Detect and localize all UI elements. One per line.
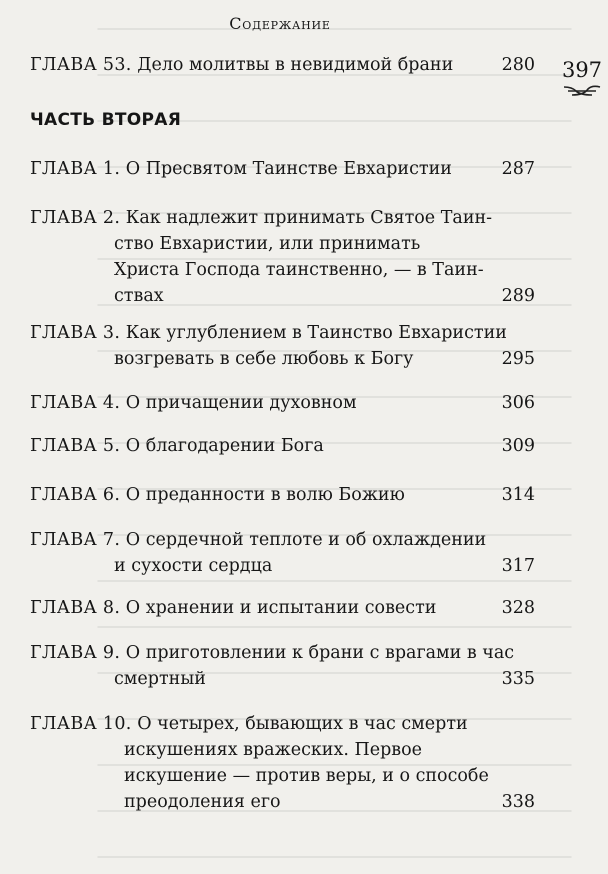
chapter-title-line: [30, 205, 535, 231]
chapter-title-text: искушение — против веры, и о способе: [124, 766, 489, 786]
toc-entry-53[interactable]: [30, 52, 535, 78]
chapter-title-line: [30, 763, 535, 789]
chapter-title-line: [30, 320, 535, 346]
toc-entry[interactable]: [30, 527, 535, 579]
chapter-label: ГЛАВА 3.: [30, 323, 121, 343]
chapter-title-text: смертный: [114, 669, 206, 689]
chapter-title-text: О благодарении Бога: [125, 436, 324, 456]
page-ref: 314: [501, 485, 535, 505]
chapter-title-text: О преданности в волю Божию: [125, 485, 405, 505]
toc-entry[interactable]: [30, 482, 535, 508]
chapter-title-line: [30, 789, 535, 815]
toc-entry[interactable]: [30, 320, 535, 372]
chapter-title-text: возгревать в себе любовь к Богу: [114, 349, 414, 369]
part-heading: ЧАСТЬ ВТОРАЯ: [30, 110, 182, 130]
toc-entry[interactable]: [30, 640, 535, 692]
page-ref: 280: [501, 55, 535, 75]
chapter-label: ГЛАВА 2.: [30, 208, 121, 228]
chapter-title-text: искушениях вражеских. Первое: [124, 740, 423, 760]
chapter-title-line: [30, 257, 535, 283]
page-number: 397: [561, 58, 603, 82]
page-ref: 295: [501, 349, 535, 369]
page-ref: 289: [501, 286, 535, 306]
page-ref: 335: [501, 669, 535, 689]
chapter-title-text: О хранении и испытании совести: [125, 598, 437, 618]
chapter-title-text: О причащении духовном: [125, 393, 357, 413]
toc-entry[interactable]: [30, 433, 535, 459]
page-ref: 338: [501, 792, 535, 812]
toc-entry[interactable]: [30, 595, 535, 621]
toc-entry[interactable]: [30, 156, 535, 182]
chapter-label: ГЛАВА 10.: [30, 714, 132, 734]
chapter-title-line: [30, 666, 535, 692]
chapter-title-text: О приготовлении к брани с врагами в час: [125, 643, 515, 663]
chapter-title-text: Христа Господа таинственно, — в Таин-: [114, 260, 484, 280]
page-ref: 317: [501, 556, 535, 576]
toc-entry[interactable]: [30, 711, 535, 815]
chapter-label: ГЛАВА 6.: [30, 485, 121, 505]
chapter-label: ГЛАВА 4.: [30, 393, 121, 413]
chapter-label: ГЛАВА 5.: [30, 436, 121, 456]
chapter-label: ГЛАВА 8.: [30, 598, 121, 618]
ornament-icon: [562, 84, 602, 98]
toc-entry[interactable]: [30, 205, 535, 309]
chapter-title-line: [30, 553, 535, 579]
chapter-label: ГЛАВА 53.: [30, 55, 132, 75]
chapter-title: Дело молитвы в невидимой брани: [137, 55, 454, 75]
chapter-label: ГЛАВА 7.: [30, 530, 121, 550]
chapter-title-text: ство Евхаристии, или принимать: [114, 234, 421, 254]
chapter-title-line: [30, 433, 535, 459]
chapter-title-text: О сердечной теплоте и об охлаждении: [125, 530, 487, 550]
chapter-title-text: и сухости сердца: [114, 556, 273, 576]
chapter-title-line: [30, 390, 535, 416]
page-ref: 328: [501, 598, 535, 618]
chapter-label: ГЛАВА 1.: [30, 159, 121, 179]
chapter-title-text: О четырех, бывающих в час смерти: [137, 714, 468, 734]
chapter-title-line: [30, 231, 535, 257]
chapter-title-text: ствах: [114, 286, 164, 306]
chapter-title-line: [30, 640, 535, 666]
page-ref: 287: [501, 159, 535, 179]
page-header: Содержание: [229, 14, 331, 33]
chapter-label: ГЛАВА 9.: [30, 643, 121, 663]
chapter-title-line: [30, 737, 535, 763]
chapter-title-line: [30, 156, 535, 182]
chapter-title-text: О Пресвятом Таинстве Евхаристии: [125, 159, 452, 179]
chapter-title-line: [30, 595, 535, 621]
chapter-title-line: [30, 283, 535, 309]
page-ref: 306: [501, 393, 535, 413]
toc-entry[interactable]: [30, 390, 535, 416]
page-ref: 309: [501, 436, 535, 456]
chapter-title-text: Как надлежит принимать Святое Таин-: [125, 208, 493, 228]
chapter-title-line: [30, 527, 535, 553]
chapter-title-text: Как углублением в Таинство Евхаристии: [125, 323, 507, 343]
chapter-title-line: [30, 482, 535, 508]
chapter-title-line: [30, 711, 535, 737]
chapter-title-line: [30, 346, 535, 372]
chapter-title-text: преодоления его: [124, 792, 281, 812]
